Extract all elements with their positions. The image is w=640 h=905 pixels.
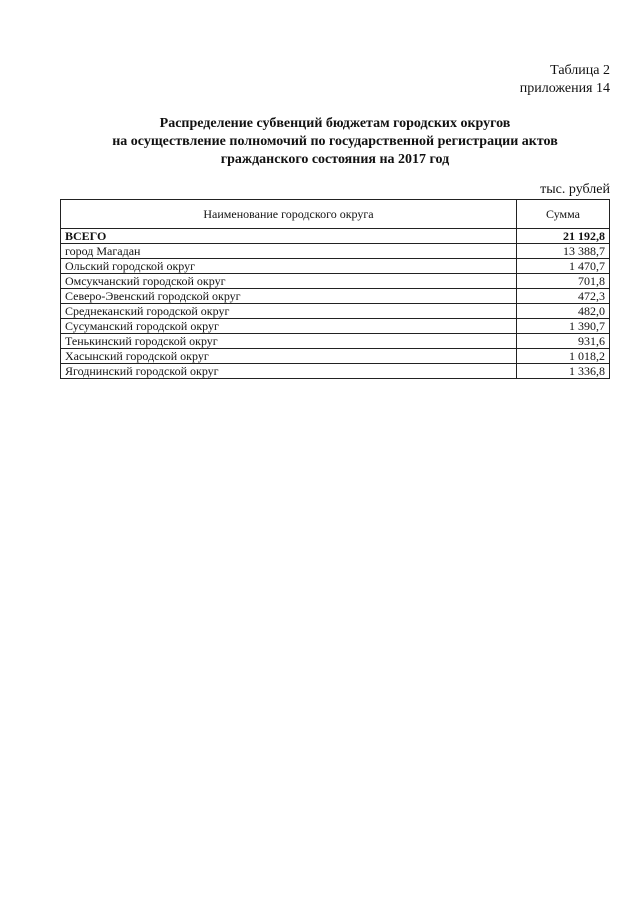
subvention-table [60,199,610,379]
row-name: Омсукчанский городской округ [61,274,517,289]
row-name: Тенькинский городской округ [61,334,517,349]
table-reference [520,62,610,98]
column-header-sum: Сумма [517,200,610,229]
row-sum: 1 336,8 [517,364,610,379]
row-sum: 931,6 [517,334,610,349]
appendix-number: приложения 14 [519,81,610,96]
column-header-name: Наименование городского округа [61,200,517,229]
table-row [61,319,610,334]
table-row [61,274,610,289]
row-sum: 701,8 [517,274,610,289]
row-name: ВСЕГО [61,229,517,244]
table-row-total [61,229,610,244]
row-sum: 21 192,8 [517,229,610,244]
row-name: город Магадан [61,244,517,259]
table-row [61,259,610,274]
row-sum: 472,3 [517,289,610,304]
title-line-1: Распределение субвенций бюджетам городских округов [159,116,511,131]
row-sum: 13 388,7 [517,244,610,259]
table-row [61,289,610,304]
document-title [40,115,630,169]
row-name: Хасынский городской округ [61,349,517,364]
row-sum: 482,0 [517,304,610,319]
table-header-row [61,200,610,229]
row-name: Северо-Эвенский городской округ [61,289,517,304]
row-name: Среднеканский городской округ [61,304,517,319]
title-line-2: на осуществление полномочий по государственной регистрации актов [112,134,558,149]
title-line-3: гражданского состояния на 2017 год [220,152,450,167]
row-sum: 1 470,7 [517,259,610,274]
row-name: Ягоднинский городской округ [61,364,517,379]
row-sum: 1 390,7 [517,319,610,334]
table-row [61,244,610,259]
table-row [61,304,610,319]
table-row [61,364,610,379]
table-row [61,334,610,349]
table-row [61,349,610,364]
row-name: Сусуманский городской округ [61,319,517,334]
units-label: тыс. рублей [540,182,610,197]
row-sum: 1 018,2 [517,349,610,364]
table-number: Таблица 2 [550,63,610,78]
row-name: Ольский городской округ [61,259,517,274]
